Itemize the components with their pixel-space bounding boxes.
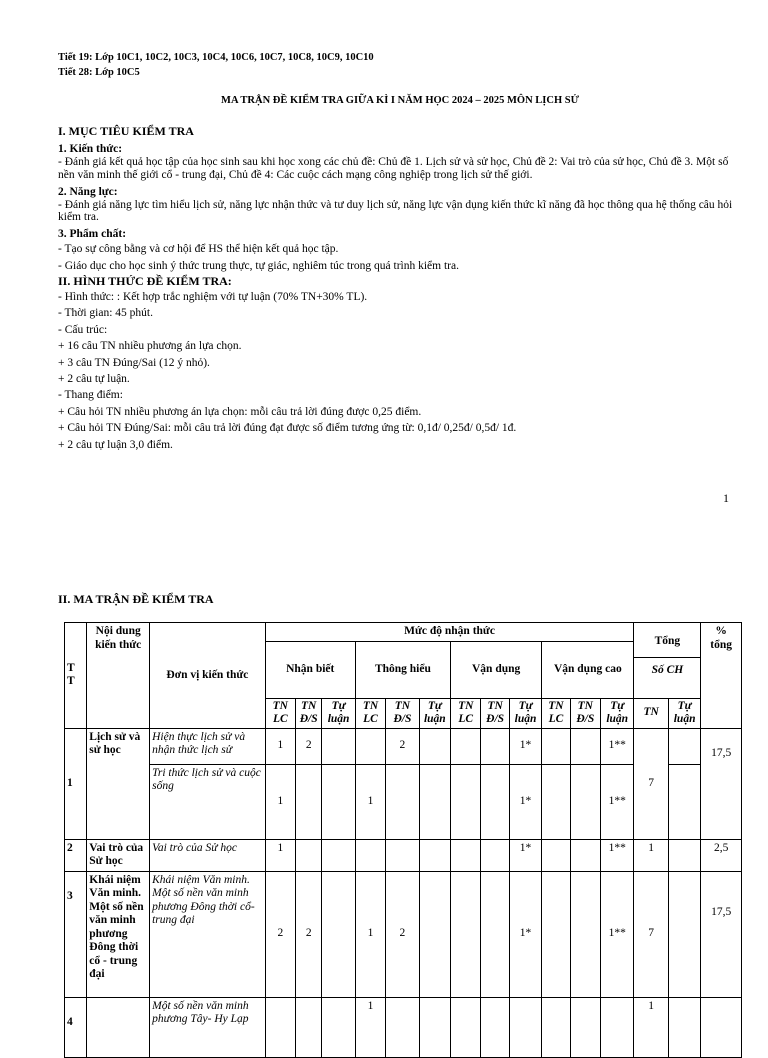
format-line: + 2 câu tự luận 3,0 điểm. <box>58 438 173 451</box>
cell-value: 1* <box>509 728 541 764</box>
cell-value: 1 <box>355 871 385 997</box>
subheader-essay: Tự luận <box>668 698 700 728</box>
cell-value: 1 <box>265 839 295 871</box>
cell-empty <box>542 997 570 1057</box>
cell-empty <box>355 728 385 764</box>
qualities-line: - Giáo dục cho học sinh ý thức trung thực, tự giác, nghiêm túc trong quá trình kiểm tra. <box>58 259 459 272</box>
format-line: - Cấu trúc: <box>58 323 108 336</box>
cell-empty <box>419 728 450 764</box>
cell-empty <box>668 839 700 871</box>
col-header-total <box>634 623 701 699</box>
document-title: MA TRẬN ĐỀ KIỂM TRA GIỮA KÌ I NĂM HỌC 2024 – 2025 MÔN LỊCH SỬ <box>221 95 579 106</box>
knowledge-text: - Đánh giá kết quả học tập của học sinh sau khi học xong các chủ đề: Chủ đề 1. Lịch sử và sử học, Chủ đề 2: Vai trò của sử học, Chủ đề 3. Một số nền văn minh thế giới cổ - trung đại, Chủ đề 4: Các cuộc cách mạng công nghiệp trong lịch sử thế giới. <box>58 156 729 181</box>
cell-empty <box>419 764 450 839</box>
format-line: + 2 câu tự luận. <box>58 373 130 386</box>
competence-text: - Đánh giá năng lực tìm hiểu lịch sử, năng lực nhận thức và tư duy lịch sử, năng lực vận dụng kiến thức kĩ năng đã học thông qua hệ thống câu hỏi kiểm tra. <box>58 198 733 224</box>
subheader-tnlc: TN LC <box>542 698 570 728</box>
cell-empty <box>570 997 600 1057</box>
cell-value: 2 <box>265 871 295 997</box>
cell-empty <box>386 764 419 839</box>
cell-value: 1** <box>601 764 634 839</box>
cell-empty <box>386 997 419 1057</box>
cell-empty <box>481 728 509 764</box>
cell-empty <box>296 997 322 1057</box>
qualities-heading: 3. Phẩm chất: <box>58 228 127 241</box>
cell-empty <box>322 871 355 997</box>
format-line: + Câu hỏi TN nhiều phương án lựa chọn: mỗi câu trả lời đúng được 0,25 điểm. <box>58 405 422 418</box>
cell-total-tn: 1 <box>634 997 668 1057</box>
cell-value: 1 <box>355 997 385 1057</box>
cell-empty <box>296 839 322 871</box>
subheader-tn: TN <box>634 698 668 728</box>
cell-empty <box>451 764 481 839</box>
cell-empty <box>322 997 355 1057</box>
cell-value: 1** <box>601 839 634 871</box>
document-page <box>58 50 742 453</box>
table-row <box>65 839 742 871</box>
subheader-tnds: TN Đ/S <box>570 698 600 728</box>
level-recognition: Nhận biết <box>265 641 355 698</box>
subheader-tnlc: TN LC <box>451 698 481 728</box>
cell-empty <box>481 839 509 871</box>
cell-value: 1 <box>355 764 385 839</box>
format-line: + 16 câu TN nhiều phương án lựa chọn. <box>58 340 242 353</box>
subheader-essay: Tự luận <box>322 698 355 728</box>
cell-empty <box>601 997 634 1057</box>
competence-heading: 2. Năng lực: <box>58 185 118 198</box>
col-header-unit: Đơn vị kiến thức <box>150 623 266 729</box>
row-number: 2 <box>65 839 87 871</box>
total-label: Tổng <box>654 635 681 647</box>
subheader-essay: Tự luận <box>419 698 450 728</box>
cell-value: 1* <box>509 871 541 997</box>
format-line: + Câu hỏi TN Đúng/Sai: mỗi câu trả lời đúng đạt được số điểm tương ứng từ: 0,1đ/ 0,25đ/ 0,5đ/ 1đ. <box>58 422 517 435</box>
table-row <box>65 871 742 997</box>
table-row <box>65 728 742 764</box>
cell-empty <box>481 764 509 839</box>
class-schedule-line-2: Tiết 28: Lớp 10C5 <box>58 67 140 78</box>
page-number: 1 <box>723 491 729 505</box>
row-unit: Khái niệm Văn minh. Một số nền văn minh phương Đông thời cổ-trung đại <box>150 871 266 997</box>
cell-empty <box>542 871 570 997</box>
cell-empty <box>668 997 700 1057</box>
cell-total-tn: 7 <box>634 871 668 997</box>
row-number: 3 <box>65 871 87 997</box>
knowledge-heading: 1. Kiến thức: <box>58 143 123 155</box>
cell-empty <box>542 839 570 871</box>
cell-value: 1* <box>509 764 541 839</box>
cell-empty <box>701 997 742 1057</box>
cell-percent: 17,5 <box>701 728 742 839</box>
col-header-percent: % tổng <box>701 623 742 729</box>
cell-empty <box>570 764 600 839</box>
cell-value: 2 <box>296 728 322 764</box>
subheader-essay: Tự luận <box>509 698 541 728</box>
cell-empty <box>570 728 600 764</box>
cell-empty <box>570 839 600 871</box>
cell-empty <box>419 997 450 1057</box>
table-row <box>65 997 742 1057</box>
cell-empty <box>386 839 419 871</box>
col-header-tt: T T <box>65 623 87 729</box>
cell-empty <box>570 871 600 997</box>
level-application: Vận dụng <box>451 641 542 698</box>
row-unit: Một số nền văn minh phương Tây- Hy Lạp <box>150 997 266 1057</box>
cell-empty <box>542 764 570 839</box>
row-content: Lịch sử và sử học <box>87 728 150 839</box>
subheader-essay: Tự luận <box>601 698 634 728</box>
cell-empty <box>296 764 322 839</box>
format-line: - Thời gian: 45 phút. <box>58 307 153 320</box>
cell-empty <box>322 839 355 871</box>
row-unit: Hiện thực lịch sử và nhận thức lịch sử <box>150 728 266 764</box>
cell-empty <box>668 764 700 839</box>
row-number: 1 <box>65 728 87 839</box>
col-header-level: Mức độ nhận thức <box>265 623 634 642</box>
matrix-heading: II. MA TRẬN ĐỀ KIỂM TRA <box>58 592 214 606</box>
cell-empty <box>509 997 541 1057</box>
cell-empty <box>668 871 700 997</box>
cell-empty <box>451 997 481 1057</box>
cell-percent: 2,5 <box>701 839 742 871</box>
cell-value: 1 <box>265 764 295 839</box>
row-unit: Vai trò của Sử học <box>150 839 266 871</box>
assessment-matrix-table <box>64 622 742 1058</box>
cell-value: 2 <box>296 871 322 997</box>
row-content: Vai trò của Sử học <box>87 839 150 871</box>
cell-empty <box>265 997 295 1057</box>
cell-value: 2 <box>386 728 419 764</box>
subheader-tnds: TN Đ/S <box>481 698 509 728</box>
col-header-content: Nội dung kiến thức <box>87 623 150 729</box>
row-content: Khái niệm Văn minh. Một số nền văn minh phương Đông thời cổ - trung đại <box>87 871 150 997</box>
cell-empty <box>419 839 450 871</box>
cell-value: 1** <box>601 728 634 764</box>
cell-empty <box>668 728 700 764</box>
cell-percent: 17,5 <box>701 871 742 997</box>
cell-value: 2 <box>386 871 419 997</box>
row-content <box>87 997 150 1057</box>
cell-empty <box>419 871 450 997</box>
cell-value: 1** <box>601 871 634 997</box>
cell-empty <box>355 839 385 871</box>
question-count-label: Số CH <box>634 657 700 678</box>
cell-empty <box>542 728 570 764</box>
cell-empty <box>451 871 481 997</box>
class-schedule-line-1: Tiết 19: Lớp 10C1, 10C2, 10C3, 10C4, 10C6, 10C7, 10C8, 10C9, 10C10 <box>58 52 374 63</box>
cell-value: 1* <box>509 839 541 871</box>
subheader-tnds: TN Đ/S <box>386 698 419 728</box>
level-understanding: Thông hiểu <box>355 641 450 698</box>
section-objectives-heading: I. MỤC TIÊU KIỂM TRA <box>58 124 194 138</box>
format-line: - Hình thức: : Kết hợp trắc nghiệm với tự luận (70% TN+30% TL). <box>58 291 368 303</box>
row-unit: Tri thức lịch sử và cuộc sống <box>150 764 266 839</box>
subheader-tnlc: TN LC <box>265 698 295 728</box>
row-number: 4 <box>65 997 87 1057</box>
header-row <box>65 623 742 642</box>
qualities-line: - Tạo sự công bằng và cơ hội để HS thể hiện kết quả học tập. <box>58 243 339 256</box>
cell-total-tn: 7 <box>634 728 668 839</box>
subheader-tnlc: TN LC <box>355 698 385 728</box>
subheader-tnds: TN Đ/S <box>296 698 322 728</box>
cell-empty <box>481 997 509 1057</box>
cell-total-tn: 1 <box>634 839 668 871</box>
cell-empty <box>322 764 355 839</box>
cell-empty <box>322 728 355 764</box>
cell-empty <box>451 728 481 764</box>
cell-empty <box>481 871 509 997</box>
format-line: + 3 câu TN Đúng/Sai (12 ý nhỏ). <box>58 356 210 369</box>
format-line: - Thang điểm: <box>58 389 123 402</box>
cell-empty <box>451 839 481 871</box>
cell-value: 1 <box>265 728 295 764</box>
section-format-heading: II. HÌNH THỨC ĐỀ KIỂM TRA: <box>58 274 232 288</box>
level-advanced-application: Vận dụng cao <box>542 641 634 698</box>
